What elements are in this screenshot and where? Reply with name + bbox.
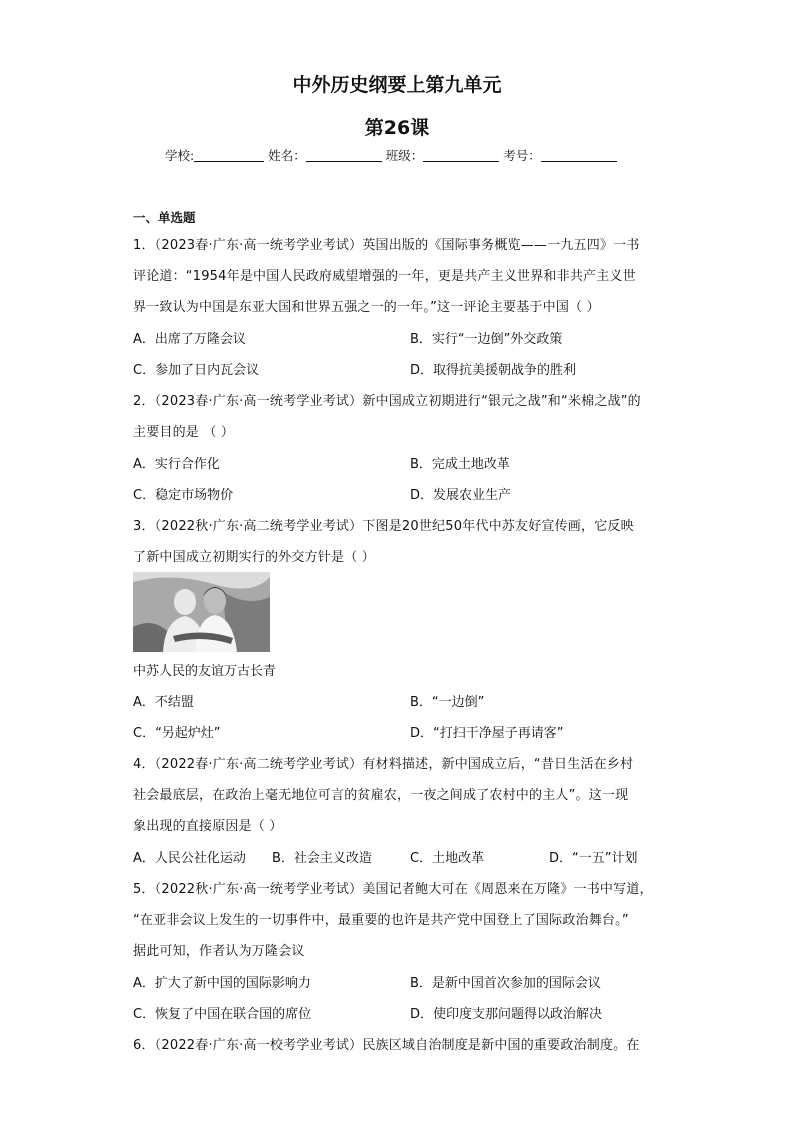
- q4-option-b[interactable]: B．社会主义改造: [272, 851, 372, 866]
- class-label: 班级：: [385, 148, 424, 163]
- q3-option-a[interactable]: A．不结盟: [133, 695, 194, 710]
- image-caption: 中苏人民的友谊万古长青: [133, 664, 277, 679]
- school-label: 学校:: [165, 148, 195, 163]
- q3-option-b[interactable]: B．“一边倒”: [410, 695, 485, 710]
- q1-option-a[interactable]: A．出席了万隆会议: [133, 332, 246, 347]
- q1-stem-line2: 评论道：“1954年是中国人民政府威望增强的一年，更是共产主义世界和非共产主义世: [133, 269, 636, 284]
- name-label: 姓名：: [268, 148, 306, 163]
- q5-option-c[interactable]: C．恢复了中国在联合国的席位: [133, 1007, 312, 1022]
- q6-stem-line1: 6．（2022春·广东·高一校考学业考试）民族区域自治制度是新中国的重要政治制度。在: [133, 1038, 640, 1053]
- q2-option-d[interactable]: D．发展农业生产: [410, 488, 512, 503]
- q3-stem-line1: 3．（2022秋·广东·高二统考学业考试）下图是20世纪50年代中苏友好宣传画，它反映: [133, 519, 634, 534]
- q1-option-c[interactable]: C．参加了日内瓦会议: [133, 363, 260, 378]
- q4-option-c[interactable]: C．土地改革: [410, 851, 485, 866]
- q1-stem-line1: 1．（2023春·广东·高一统考学业考试）英国出版的《国际事务概览——一九五四》一书: [133, 238, 640, 253]
- q4-stem-line3: 象出现的直接原因是（ ）: [133, 819, 283, 834]
- q5-option-a[interactable]: A．扩大了新中国的国际影响力: [133, 976, 311, 991]
- class-blank[interactable]: [423, 149, 499, 162]
- q5-stem-line3: 据此可知，作者认为万隆会议: [133, 944, 305, 959]
- q5-stem-line2: “在亚非会议上发生的一切事件中，最重要的也许是共产党中国登上了国际政治舞台。”: [133, 913, 629, 928]
- q1-option-b[interactable]: B．实行“一边倒”外交政策: [410, 332, 563, 347]
- section-heading: 一、单选题: [133, 210, 196, 225]
- document-title: 中外历史纲要上第九单元: [292, 74, 502, 96]
- q5-option-b[interactable]: B．是新中国首次参加的国际会议: [410, 976, 601, 991]
- q1-stem-line3: 界一致认为中国是东亚大国和世界五强之一的一年。”这一评论主要基于中国（ ）: [133, 300, 600, 315]
- propaganda-poster-image: [133, 572, 270, 652]
- q4-stem-line2: 社会最底层，在政治上毫无地位可言的贫雇农，一夜之间成了农村中的主人”。这一现: [133, 788, 629, 803]
- name-blank[interactable]: [306, 149, 382, 162]
- number-label: 考号：: [503, 148, 541, 163]
- number-blank[interactable]: [541, 149, 617, 162]
- q5-option-d[interactable]: D．使印度支那问题得以政治解决: [410, 1007, 603, 1022]
- school-blank[interactable]: [194, 149, 264, 162]
- q4-option-d[interactable]: D．“一五”计划: [549, 851, 638, 866]
- q2-stem-line2: 主要目的是 （ ）: [133, 425, 235, 440]
- q3-option-d[interactable]: D．“打扫干净屋子再请客”: [410, 726, 564, 741]
- q2-option-b[interactable]: B．完成土地改革: [410, 457, 510, 472]
- q2-option-c[interactable]: C．稳定市场物价: [133, 488, 234, 503]
- q2-option-a[interactable]: A．实行合作化: [133, 457, 220, 472]
- q3-option-c[interactable]: C．“另起炉灶”: [133, 726, 221, 741]
- student-info-row: [165, 146, 617, 164]
- q2-stem-line1: 2．（2023春·广东·高一统考学业考试）新中国成立初期进行“银元之战”和“米棉之战”的: [133, 394, 641, 409]
- q3-stem-line2: 了新中国成立初期实行的外交方针是（ ）: [133, 550, 375, 565]
- poster-illustration: [133, 572, 270, 652]
- q1-option-d[interactable]: D．取得抗美援朝战争的胜利: [410, 363, 577, 378]
- q5-stem-line1: 5．（2022秋·广东·高一统考学业考试）美国记者鲍大可在《周恩来在万隆》一书中写道，: [133, 882, 653, 897]
- q4-stem-line1: 4．（2022春·广东·高二统考学业考试）有材料描述，新中国成立后，“昔日生活在乡村: [133, 757, 634, 772]
- q4-option-a[interactable]: A．人民公社化运动: [133, 851, 246, 866]
- lesson-title: 第26课: [364, 117, 430, 139]
